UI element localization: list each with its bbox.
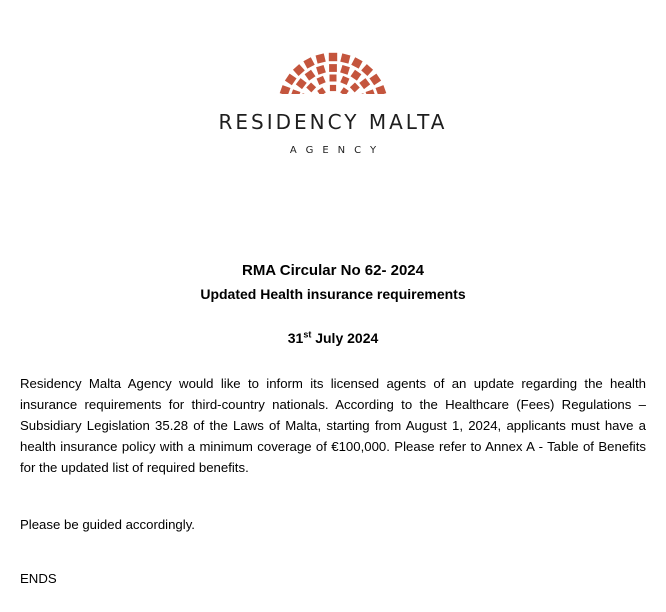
logo-square xyxy=(361,64,373,76)
closing-line: Please be guided accordingly. xyxy=(20,517,195,532)
date-month-year: July 2024 xyxy=(311,330,379,346)
ends-marker: ENDS xyxy=(20,571,57,586)
logo-square xyxy=(340,65,350,75)
logo-square xyxy=(303,57,314,68)
logo-square xyxy=(351,57,362,68)
brand-name: RESIDENCY MALTA xyxy=(218,110,448,134)
logo-square xyxy=(359,78,370,89)
brand-subtitle: AGENCY xyxy=(289,145,386,156)
logo-square xyxy=(300,93,309,94)
logo-square xyxy=(350,82,360,92)
logo-squares xyxy=(280,53,387,94)
logo-square xyxy=(376,85,387,94)
logo-square xyxy=(366,89,376,94)
body-paragraph: Residency Malta Agency would like to inform its licensed agents of an update regarding the health insurance requirements for third-country nationals. According to the Healthcare (Fees) Regulations – Subsidiary Legislation 35.28 of the Laws of Malta, starting from August 1, 2024, applicants must have a health insurance policy with a minimum coverage of €100,000. Please refer to Annex A - Table of Benefits for the updated list of required benefits. xyxy=(20,376,646,475)
logo-square xyxy=(329,64,337,72)
logo-square xyxy=(317,87,326,94)
logo-square xyxy=(329,53,337,61)
circular-date xyxy=(0,330,666,346)
logo-square xyxy=(330,75,337,82)
logo-square xyxy=(290,89,300,94)
logo-square xyxy=(296,78,307,89)
logo-square xyxy=(351,70,362,81)
logo-square xyxy=(305,70,316,81)
logo-square xyxy=(340,76,349,85)
logo-square xyxy=(317,76,326,85)
logo-square xyxy=(340,87,349,94)
logo-square xyxy=(340,53,350,63)
residency-malta-logo-icon xyxy=(268,50,398,94)
logo-square xyxy=(280,85,291,94)
date-suffix: st xyxy=(303,329,312,340)
logo-square xyxy=(316,53,326,63)
logo-square xyxy=(357,93,366,94)
logo-square xyxy=(306,82,316,92)
logo-square xyxy=(316,65,326,75)
circular-title: RMA Circular No 62- 2024 xyxy=(241,262,424,279)
logo-square xyxy=(285,74,297,86)
date-day: 31 xyxy=(287,330,304,346)
logo-square xyxy=(293,64,305,76)
circular-subtitle: Updated Health insurance requirements xyxy=(200,286,466,302)
logo-square xyxy=(330,85,336,91)
logo-square xyxy=(369,74,381,86)
